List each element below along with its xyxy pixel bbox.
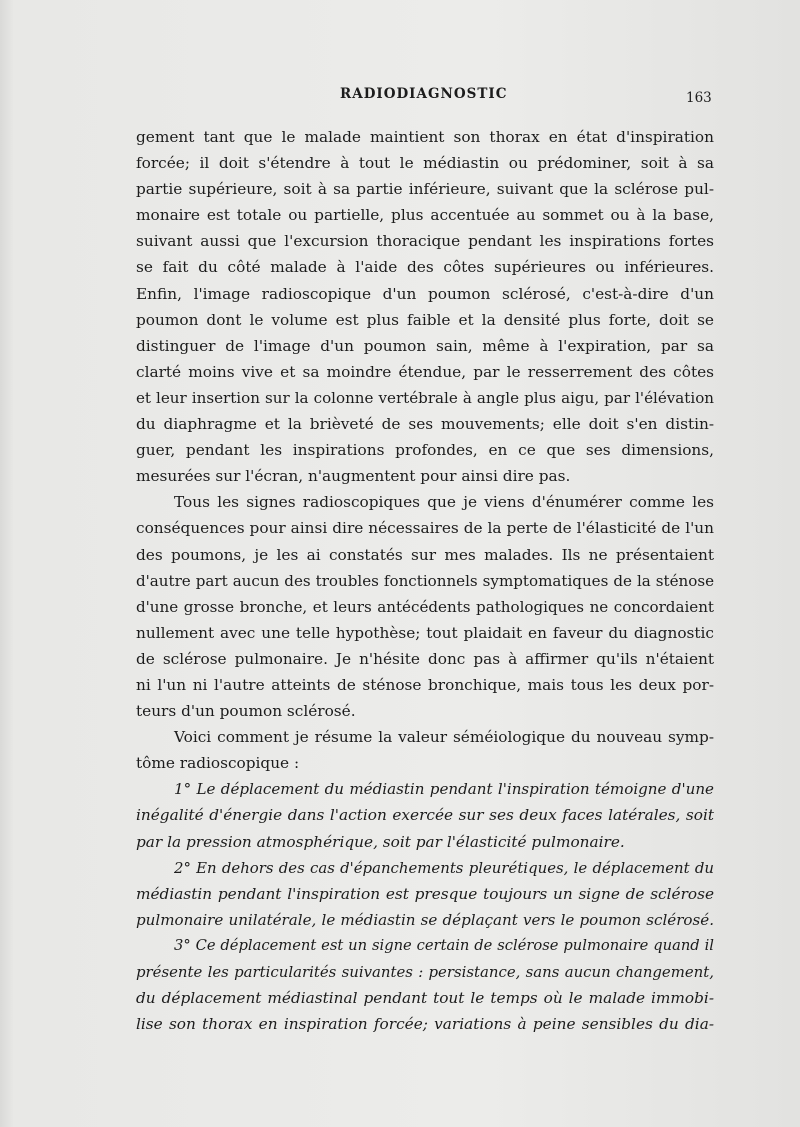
italic-line: lise son thorax en inspiration forcée; variations à peine sensibles du dia- <box>136 1015 714 1034</box>
text-line: guer, pendant les inspirations profondes, en ce que ses dimensions, <box>136 441 714 460</box>
text-line: poumon dont le volume est plus faible et la densité plus forte, doit se <box>136 310 714 329</box>
numbered-point-3: 3° Ce déplacement est un signe certain de sclérose pulmonaire quand il <box>174 936 714 954</box>
italic-line: du déplacement médiastinal pendant tout le temps où le malade immobi- <box>136 989 714 1008</box>
text-line: gement tant que le malade maintient son thorax en état d'inspiration <box>136 128 714 146</box>
numbered-point-1: 1° Le déplacement du médiastin pendant l'inspiration témoigne d'une <box>174 780 714 799</box>
paragraph-first-line: Tous les signes radioscopiques que je viens d'énumérer comme les <box>174 493 714 512</box>
italic-line: par la pression atmosphérique, soit par l'élasticité pulmonaire. <box>136 832 625 851</box>
page-number: 163 <box>686 90 712 106</box>
italic-line: inégalité d'énergie dans l'action exercée sur ses deux faces latérales, soit <box>136 806 714 825</box>
text-line: clarté moins vive et sa moindre étendue, par le resserrement des côtes <box>136 362 714 381</box>
text-line: nullement avec une telle hypothèse; tout plaidait en faveur du diagnostic <box>136 623 714 642</box>
text-line: conséquences pour ainsi dire nécessaires de la perte de l'élasticité de l'un <box>136 519 714 538</box>
text-line: d'autre part aucun des troubles fonctionnels symptomatiques de la sténose <box>136 571 714 590</box>
text-line: et leur insertion sur la colonne vertébrale à angle plus aigu, par l'élévation <box>136 388 714 407</box>
body-text <box>136 124 714 1037</box>
text-line: Enfin, l'image radioscopique d'un poumon sclérosé, c'est-à-dire d'un <box>136 284 714 303</box>
text-line: forcée; il doit s'étendre à tout le médiastin ou prédominer, soit à sa <box>136 154 714 173</box>
text-line: des poumons, je les ai constatés sur mes malades. Ils ne présentaient <box>136 545 714 564</box>
text-line: du diaphragme et la brièveté de ses mouvements; elle doit s'en distin- <box>136 415 714 434</box>
italic-line: pulmonaire unilatérale, le médiastin se déplaçant vers le poumon sclérosé. <box>136 910 714 929</box>
paragraph-first-line: Voici comment je résume la valeur séméiologique du nouveau symp- <box>174 728 714 747</box>
running-head: RADIODIAGNOSTIC <box>340 86 508 102</box>
text-line: monaire est totale ou partielle, plus accentuée au sommet ou à la base, <box>136 206 714 225</box>
text-line: se fait du côté malade à l'aide des côtes supérieures ou inférieures. <box>136 258 714 277</box>
text-line: de sclérose pulmonaire. Je n'hésite donc pas à affirmer qu'ils n'étaient <box>136 649 714 668</box>
text-line: tôme radioscopique : <box>136 754 300 773</box>
numbered-point-2: 2° En dehors des cas d'épanchements pleurétiques, le déplacement du <box>174 858 714 877</box>
text-line: ni l'un ni l'autre atteints de sténose bronchique, mais tous les deux por- <box>136 675 714 694</box>
text-line: partie supérieure, soit à sa partie inférieure, suivant que la sclérose pul- <box>136 180 714 199</box>
text-line: teurs d'un poumon sclérosé. <box>136 702 356 721</box>
text-line: suivant aussi que l'excursion thoracique pendant les inspirations fortes <box>136 232 714 251</box>
italic-line: présente les particularités suivantes : persistance, sans aucun changement, <box>136 963 714 981</box>
italic-line: médiastin pendant l'inspiration est presque toujours un signe de sclérose <box>136 884 714 903</box>
text-line: d'une grosse bronche, et leurs antécédents pathologiques ne concordaient <box>136 597 714 616</box>
text-line: mesurées sur l'écran, n'augmentent pour ainsi dire pas. <box>136 467 571 486</box>
text-line: distinguer de l'image d'un poumon sain, même à l'expiration, par sa <box>136 336 714 355</box>
